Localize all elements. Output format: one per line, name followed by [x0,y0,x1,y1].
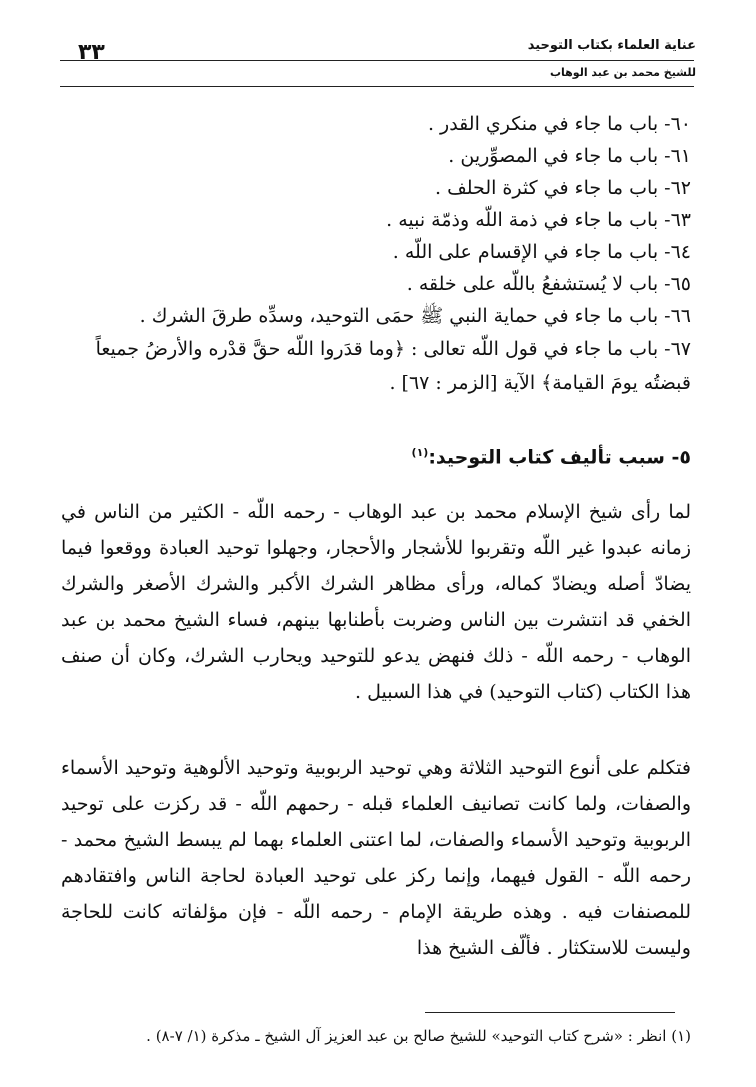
footnote: (١) انظر : «شرح كتاب التوحيد» للشيخ صالح بن عبد العزيز آل الشيخ ـ مذكرة (١/ ٧-٨) . [146,1027,691,1045]
footnote-divider [425,1012,675,1013]
footnote-marker: (١) [411,446,429,459]
running-head-title: عناية العلماء بكتاب التوحيد [527,38,696,53]
chapter-list [51,108,691,400]
running-head-author: للشيخ محمد بن عبد الوهاب [549,66,696,79]
body-paragraph: فتكلم على أنوع التوحيد الثلاثة وهي توحيد الربوبية وتوحيد الألوهية وتوحيد الأسماء والصفات، ولما كانت تصانيف العلماء قبله - رحمهم اللّه - قد ركزت على توحيد الربوبية وتوحيد الأسماء والصفات، لما اعتنى العلماء بهما لم يبسط الشيخ محمد - رحمه اللّه - القول فيهما، وإنما ركز على توحيد العبادة لحاجة الناس وافتقادهم للمصنفات فيه . وهذه طريقة الإمام - رحمه اللّه - فإن مؤلفاته كانت للحاجة وليست للاستكثار . فألّف الشيخ هذا [61,757,691,959]
section-heading [412,446,691,468]
chapter-item: ٦١- باب ما جاء في المصوِّرين . [448,145,691,167]
chapter-item: ٦٢- باب ما جاء في كثرة الحلف . [435,177,691,199]
chapter-item: ٦٤- باب ما جاء في الإقسام على اللّه . [392,241,691,263]
body-paragraph: لما رأى شيخ الإسلام محمد بن عبد الوهاب - رحمه اللّه - الكثير من الناس في زمانه عبدوا غير اللّه وتقربوا للأشجار والأحجار، وجهلوا توحيد العبادة ووقعوا فيما يضادّ أصله ويضادّ كماله، ورأى مظاهر الشرك الأكبر والشرك الأصغر والشرك الخفي قد انتشرت بين الناس وضربت بأطنابها بينهم، فساء الشيخ محمد بن عبد الوهاب - رحمه اللّه - ذلك فنهض يدعو للتوحيد ويحارب الشرك، وكان أن صنف هذا الكتاب (كتاب التوحيد) في هذا السبيل . [61,501,691,703]
page-number: ٣٣ [78,40,105,65]
chapter-item: ٦٣- باب ما جاء في ذمة اللّه وذمّة نبيه . [386,209,691,231]
chapter-item: ٦٦- باب ما جاء في حماية النبي ﷺ حمَى التوحيد، وسدِّه طرقَ الشرك . [139,305,691,327]
chapter-item: ٦٧- باب ما جاء في قول اللّه تعالى : ﴿وما قدَروا اللّه حقَّ قدْره والأرضُ جميعاً قبضتُه يومَ القيامة﴾ الآية [الزمر : ٦٧] . [95,338,691,394]
header-divider-lower [60,86,694,87]
chapter-item: ٦٥- باب لا يُستشفعُ باللّه على خلقه . [406,273,691,295]
chapter-item: ٦٠- باب ما جاء في منكري القدر . [427,113,691,135]
section-heading-text: ٥- سبب تأليف كتاب التوحيد: [428,446,691,469]
header-divider [60,60,694,61]
